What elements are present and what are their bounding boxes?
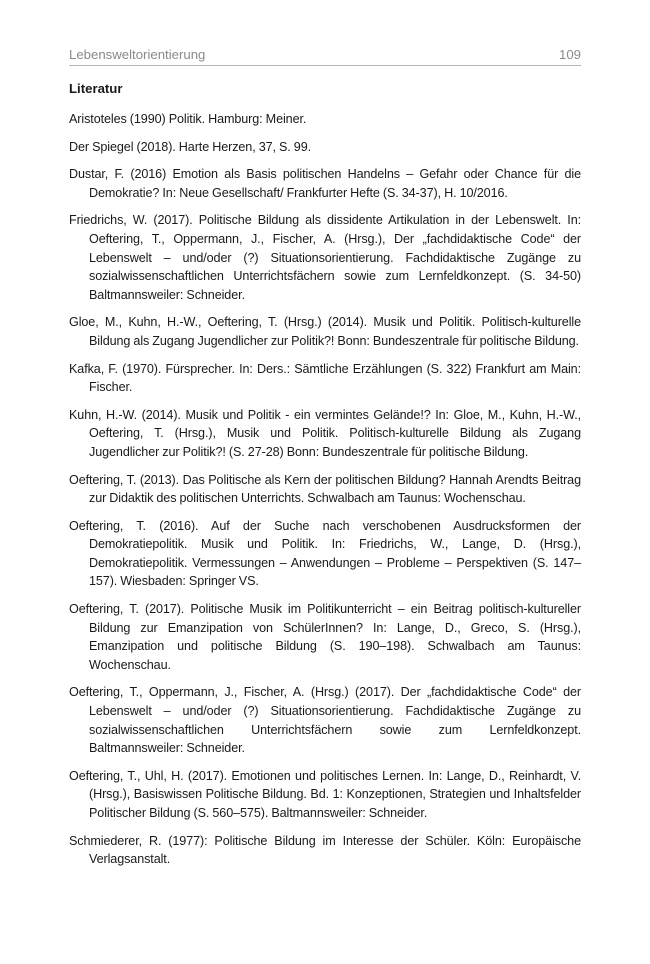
reference-list: [69, 110, 581, 878]
reference-entry: Aristoteles (1990) Politik. Hamburg: Meiner.: [69, 112, 307, 126]
reference-entry: Kuhn, H.-W. (2014). Musik und Politik - ein vermintes Gelände!? In: Gloe, M., Kuhn, H.-W., Oeftering, T. (Hrsg.), Musik und Politik. Politisch-kulturelle Bildung als Zugang Jugendlicher zur Politik?! (S. 27-28) Bonn: Bundeszentrale für politische Bildung.: [69, 407, 581, 459]
reference-entry: Friedrichs, W. (2017). Politische Bildung als dissidente Artikulation in der Lebenswelt. In: Oeftering, T., Oppermann, J., Fischer, A. (Hrsg.), Der „fachdidaktische Code“ der Lebenswelt – und/oder (?) Situationsorientierung. Fachdidaktische Zugänge zu sozialwissenschaftlichen Unterrichtsfächern sowie zum Lernfeldkonzept. (S. 34-50) Baltmannsweiler: Schneider.: [69, 213, 581, 302]
reference-entry: Oeftering, T. (2013). Das Politische als Kern der politischen Bildung? Hannah Arendts Beitrag zur Didaktik des politischen Unterrichts. Schwalbach am Taunus: Wochenschau.: [69, 472, 581, 506]
reference-entry: Der Spiegel (2018). Harte Herzen, 37, S. 99.: [69, 139, 312, 154]
page-number: 109: [558, 47, 581, 62]
reference-entry: Oeftering, T. (2017). Politische Musik im Politikunterricht – ein Beitrag politisch-kultureller Bildung zur Emanzipation von SchülerInnen? In: Lange, D., Greco, S. (Hrsg.), Emanzipation und politische Bildung (S. 190–198). Schwalbach am Taunus: Wochenschau.: [69, 602, 581, 672]
reference-entry: Schmiederer, R. (1977): Politische Bildung im Interesse der Schüler. Köln: Europäische Verlagsanstalt.: [69, 833, 581, 867]
section-heading: Literatur: [69, 81, 123, 96]
reference-entry: Gloe, M., Kuhn, H.-W., Oeftering, T. (Hrsg.) (2014). Musik und Politik. Politisch-kulturelle Bildung als Zugang Jugendlicher zur Politik?! Bonn: Bundeszentrale für politische Bildung.: [69, 315, 581, 348]
running-title: Lebensweltorientierung: [69, 47, 206, 62]
reference-entry: Kafka, F. (1970). Fürsprecher. In: Ders.: Sämtliche Erzählungen (S. 322) Frankfurt am Main: Fischer.: [69, 361, 581, 395]
reference-entry: Dustar, F. (2016) Emotion als Basis politischen Handelns – Gefahr oder Chance für die Demokratie? In: Neue Gesellschaft/ Frankfurter Hefte (S. 34-37), H. 10/2016.: [69, 167, 581, 200]
running-header: [69, 47, 581, 66]
reference-entry: Oeftering, T., Oppermann, J., Fischer, A. (Hrsg.) (2017). Der „fachdidaktische Code“ der Lebenswelt – und/oder (?) Situationsorientierung. Fachdidaktische Zugänge zu sozialwissenschaftlichen Unterrichtsfächern sowie zum Lernfeldkonzept. Baltmannsweiler: Schneider.: [69, 685, 581, 756]
reference-entry: Oeftering, T. (2016). Auf der Suche nach verschobenen Ausdrucksformen der Demokratiepolitik. Musik und Politik. In: Friedrichs, W., Lange, D. (Hrsg.), Demokratiepolitik. Vermessungen – Anwendungen – Probleme – Perspektiven (S. 147–157). Wiesbaden: Springer VS.: [69, 518, 581, 589]
reference-entry: Oeftering, T., Uhl, H. (2017). Emotionen und politisches Lernen. In: Lange, D., Reinhardt, V. (Hrsg.), Basiswissen Politische Bildung. Bd. 1: Konzeptionen, Strategien und Inhaltsfelder Politischer Bildung (S. 560–575). Baltmannsweiler: Schneider.: [69, 768, 581, 820]
